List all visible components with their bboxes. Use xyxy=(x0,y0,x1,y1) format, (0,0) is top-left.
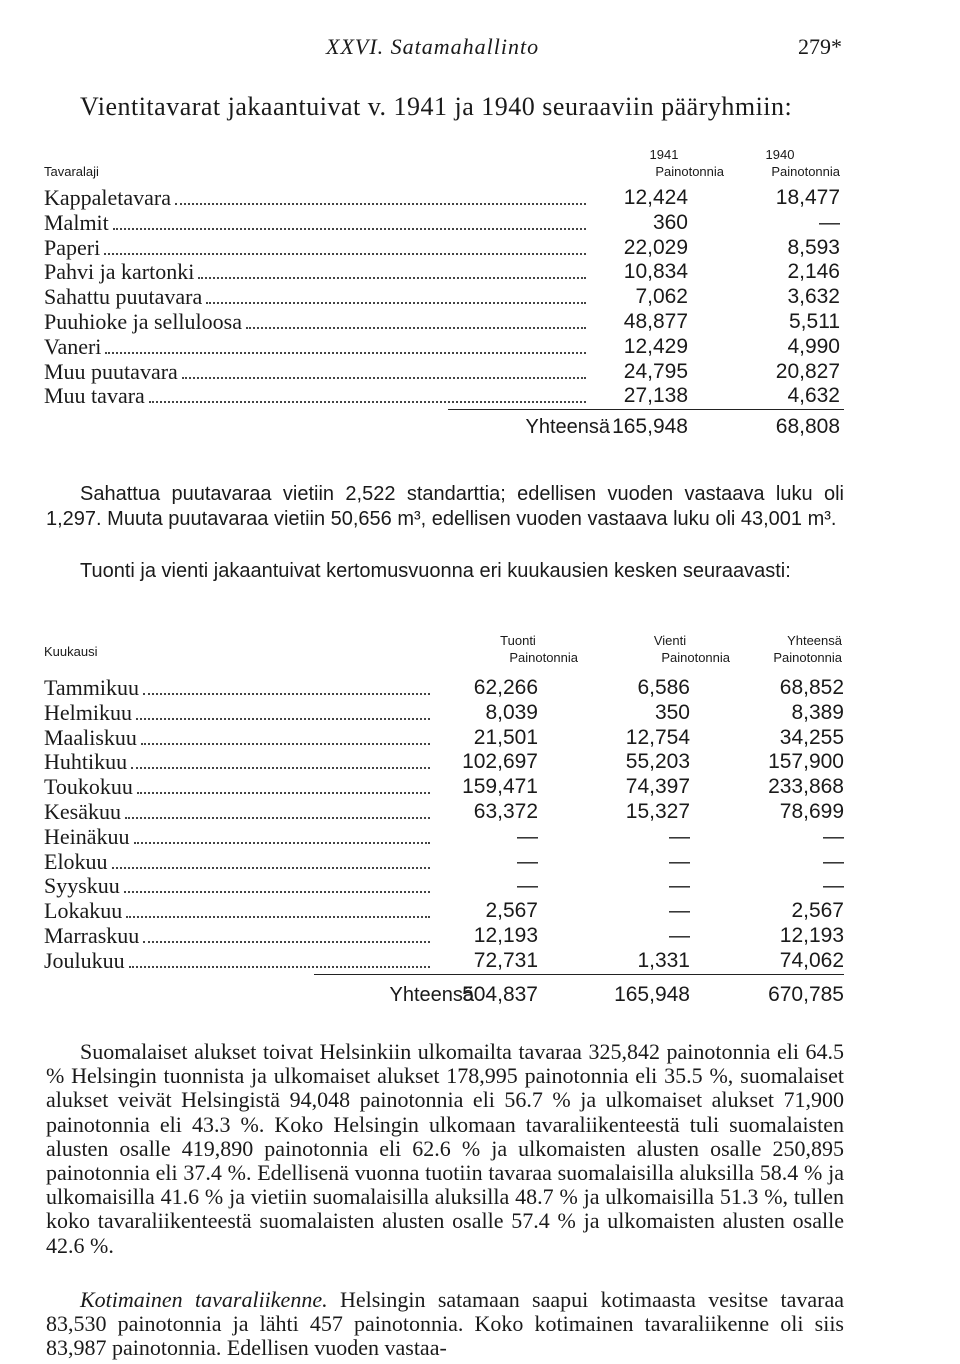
row-label xyxy=(44,800,436,825)
value-1941: 12,429 xyxy=(623,334,688,358)
row-label xyxy=(44,924,436,949)
value-import: 62,266 xyxy=(473,676,538,699)
running-header xyxy=(0,34,960,64)
value-total: — xyxy=(823,824,844,848)
leader-dots xyxy=(104,253,586,255)
leader-dots xyxy=(136,718,430,720)
row-label-text: Marraskuu xyxy=(44,922,140,948)
table-row xyxy=(44,260,844,285)
table-body xyxy=(44,186,844,409)
column-header-month: Kuukausi xyxy=(44,644,98,659)
column-header-total: Yhteensä Painotonnia xyxy=(773,633,842,665)
row-label xyxy=(44,850,436,875)
column-header-1941: 1941 Painotonnia xyxy=(649,147,724,179)
row-label xyxy=(44,775,436,800)
value-import: — xyxy=(517,824,538,848)
value-export: — xyxy=(669,849,690,873)
row-label-text: Kappaletavara xyxy=(44,185,172,210)
row-label xyxy=(44,211,592,236)
row-label xyxy=(44,701,436,726)
leader-dots xyxy=(131,767,430,769)
value-import: — xyxy=(517,849,538,873)
value-1941: 24,795 xyxy=(623,359,688,383)
value-import: 72,731 xyxy=(473,948,538,972)
value-total: 12,193 xyxy=(779,923,844,947)
value-import: 2,567 xyxy=(485,899,538,923)
value-1940: 18,477 xyxy=(775,186,840,209)
paragraph-domestic-traffic: Kotimainen tavaraliikenne. Helsingin satamaan saapui kotimaasta vesitse tavaraa 83,530 painotonnia ja lähti 457 painotonnia. Koko kotimainen tavaraliikenne oli siis 83,987 painotonnia. Edellisen vuoden vastaa- xyxy=(46,1287,845,1361)
leader-dots xyxy=(143,693,430,695)
value-export: 12,754 xyxy=(625,725,690,749)
value-export: 6,586 xyxy=(637,676,690,699)
value-1941: 12,424 xyxy=(623,186,688,209)
total-row xyxy=(44,410,844,444)
table-row xyxy=(44,384,844,409)
row-label xyxy=(44,384,592,409)
row-label-text: Joulukuu xyxy=(44,947,125,973)
row-label-text: Pahvi ja kartonki xyxy=(44,259,195,285)
row-label xyxy=(44,260,592,285)
row-label-text: Elokuu xyxy=(44,848,108,874)
table-row xyxy=(44,211,844,236)
leader-dots xyxy=(198,277,586,279)
table-row xyxy=(44,285,844,310)
value-import: 12,193 xyxy=(473,923,538,947)
value-total: 68,852 xyxy=(779,676,844,699)
chapter-title: XXVI. Satamahallinto xyxy=(326,34,540,59)
value-1941: 360 xyxy=(652,210,688,234)
row-label xyxy=(44,750,436,775)
leader-dots xyxy=(125,817,430,819)
row-label-text: Kesäkuu xyxy=(44,798,121,824)
value-1940: — xyxy=(819,210,840,234)
row-label-text: Muu puutavara xyxy=(44,358,178,384)
table-row xyxy=(44,750,844,775)
leader-dots xyxy=(134,842,430,844)
row-label xyxy=(44,186,592,211)
table-row xyxy=(44,236,844,261)
value-import: 8,039 xyxy=(485,700,538,724)
leader-dots xyxy=(141,743,430,745)
value-export: — xyxy=(669,874,690,898)
row-label-text: Helmikuu xyxy=(44,699,132,725)
value-1941: 48,877 xyxy=(623,309,688,333)
value-export: 350 xyxy=(654,700,690,724)
total-label: Yhteensä xyxy=(525,416,610,439)
table-row xyxy=(44,800,844,825)
leader-dots xyxy=(105,352,586,354)
leader-dots xyxy=(149,401,586,403)
row-label xyxy=(44,676,436,701)
leader-dots xyxy=(175,203,586,205)
table-row xyxy=(44,899,844,924)
row-label xyxy=(44,949,436,974)
table-header xyxy=(44,142,844,186)
value-1941: 27,138 xyxy=(623,384,688,408)
leader-dots xyxy=(246,327,586,329)
value-1940: 4,632 xyxy=(787,384,840,408)
leader-dots xyxy=(137,792,430,794)
row-label xyxy=(44,874,436,899)
monthly-traffic-table xyxy=(44,632,844,1015)
row-label-text: Sahattu puutavara xyxy=(44,284,203,310)
total-import: 504,837 xyxy=(462,982,538,1006)
table-header xyxy=(44,632,844,676)
table-row xyxy=(44,701,844,726)
row-label xyxy=(44,899,436,924)
value-total: 78,699 xyxy=(779,799,844,823)
row-label-text: Muu tavara xyxy=(44,383,145,409)
row-label xyxy=(44,335,592,360)
row-label-text: Tammikuu xyxy=(44,675,140,700)
row-label-text: Vaneri xyxy=(44,333,102,359)
value-1940: 5,511 xyxy=(789,309,840,333)
row-label xyxy=(44,360,592,385)
value-export: — xyxy=(669,899,690,923)
table-row xyxy=(44,825,844,850)
row-label-text: Maaliskuu xyxy=(44,724,137,750)
value-1940: 3,632 xyxy=(787,285,840,309)
paragraph-vessel-shares: Suomalaiset alukset toivat Helsinkiin ulkomailta tavaraa 325,842 painotonnia eli 64.5 % Helsingin tuonnista ja ulkomaiset alukset 178,995 painotonnia eli 35.5 %, suomalaiset alukset veivät Helsingistä 94,048 painotonnia eli 56.7 % ja ulkomaiset alukset 71,900 painotonnia eli 43.3 %. Koko Helsingin ulkomaan tavaraliikenteestä tuli suomalaisten alusten osalle 419,890 painotonnia eli 62.6 % ja ulkomaisten alusten osalle 250,895 painotonnia eli 37.4 %. Edellisenä vuonna tuotiin tavaraa suomalaisilla aluksilla 58.4 % ja ulkomaisilla 41.6 % ja vietiin suomalaisilla aluksilla 48.7 % ja ulkomaisilla 51.3 %, tullen koko tavaraliikenteestä suomalaisten alusten osalle 57.4 % ja ulkomaisten alusten osalle 42.6 %. xyxy=(46,1039,844,1258)
table-row xyxy=(44,335,844,360)
row-label xyxy=(44,236,592,261)
table-row xyxy=(44,186,844,211)
row-label-text: Syyskuu xyxy=(44,873,120,899)
table-row xyxy=(44,676,844,701)
table-row xyxy=(44,310,844,335)
total-1940: 68,808 xyxy=(775,415,840,439)
value-export: 1,331 xyxy=(637,948,690,972)
value-1941: 7,062 xyxy=(635,285,688,309)
row-label-text: Puuhioke ja selluloosa xyxy=(44,308,242,334)
column-header-export: Vienti Painotonnia xyxy=(653,633,730,665)
table-row xyxy=(44,726,844,751)
row-label-text: Toukokuu xyxy=(44,774,133,800)
value-export: — xyxy=(669,923,690,947)
page-number: 279* xyxy=(798,34,842,59)
value-1940: 8,593 xyxy=(787,235,840,259)
paragraph-months-intro: Tuonti ja vienti jakaantuivat kertomusvuonna eri kuukausien kesken seuraavasti: xyxy=(80,560,791,582)
value-total: — xyxy=(823,874,844,898)
total-label: Yhteensä xyxy=(389,983,474,1006)
leader-dots xyxy=(113,228,586,230)
paragraph-sawn-timber: Sahattua puutavaraa vietiin 2,522 standarttia; edellisen vuoden vastaava luku oli 1,297. Muuta puutavaraa vietiin 50,656 m³, edellisen vuoden vastaava luku oli 43,001 m³. xyxy=(46,483,844,530)
leader-dots xyxy=(112,867,430,869)
row-label xyxy=(44,310,592,335)
leader-dots xyxy=(182,377,586,379)
value-total: 34,255 xyxy=(779,725,844,749)
total-export: 165,948 xyxy=(614,982,690,1006)
value-export: 15,327 xyxy=(625,799,690,823)
table-row xyxy=(44,949,844,974)
total-row xyxy=(44,975,844,1015)
row-label xyxy=(44,825,436,850)
value-total: 157,900 xyxy=(768,750,844,774)
intro-sentence: Vientitavarat jakaantuivat v. 1941 ja 1940 seuraaviin pääryhmiin: xyxy=(80,92,793,121)
value-export: 55,203 xyxy=(625,750,690,774)
column-header-goods-type: Tavaralaji xyxy=(44,164,99,179)
value-total: 8,389 xyxy=(791,700,844,724)
table-body xyxy=(44,676,844,974)
table-row xyxy=(44,874,844,899)
row-label-text: Malmit xyxy=(44,209,109,235)
value-import: 159,471 xyxy=(462,775,538,799)
leader-dots xyxy=(129,966,430,968)
export-goods-table xyxy=(44,142,844,444)
value-import: 21,501 xyxy=(473,725,538,749)
value-import: — xyxy=(517,874,538,898)
value-total: 74,062 xyxy=(779,948,844,972)
value-1940: 20,827 xyxy=(775,359,840,383)
table-row xyxy=(44,850,844,875)
value-export: 74,397 xyxy=(625,775,690,799)
total-1941: 165,948 xyxy=(612,415,688,439)
section-heading-domestic: Kotimainen tavaraliikenne. xyxy=(80,1287,328,1312)
leader-dots xyxy=(124,891,430,893)
value-1940: 4,990 xyxy=(787,334,840,358)
row-label-text: Heinäkuu xyxy=(44,823,130,849)
row-label-text: Paperi xyxy=(44,234,101,260)
value-total: 2,567 xyxy=(791,899,844,923)
leader-dots xyxy=(206,302,586,304)
table-row xyxy=(44,924,844,949)
total-sum: 670,785 xyxy=(768,982,844,1006)
row-label-text: Lokakuu xyxy=(44,898,123,924)
value-1941: 22,029 xyxy=(623,235,688,259)
table-row xyxy=(44,360,844,385)
leader-dots xyxy=(126,916,430,918)
value-export: — xyxy=(669,824,690,848)
value-total: 233,868 xyxy=(768,775,844,799)
value-total: — xyxy=(823,849,844,873)
value-import: 63,372 xyxy=(473,799,538,823)
table-row xyxy=(44,775,844,800)
column-header-1940: 1940 Painotonnia xyxy=(765,147,840,179)
value-1941: 10,834 xyxy=(623,260,688,284)
leader-dots xyxy=(143,941,430,943)
value-1940: 2,146 xyxy=(787,260,840,284)
value-import: 102,697 xyxy=(462,750,538,774)
column-header-import: Tuonti Painotonnia xyxy=(500,633,578,665)
row-label xyxy=(44,726,436,751)
row-label xyxy=(44,285,592,310)
row-label-text: Huhtikuu xyxy=(44,749,128,775)
